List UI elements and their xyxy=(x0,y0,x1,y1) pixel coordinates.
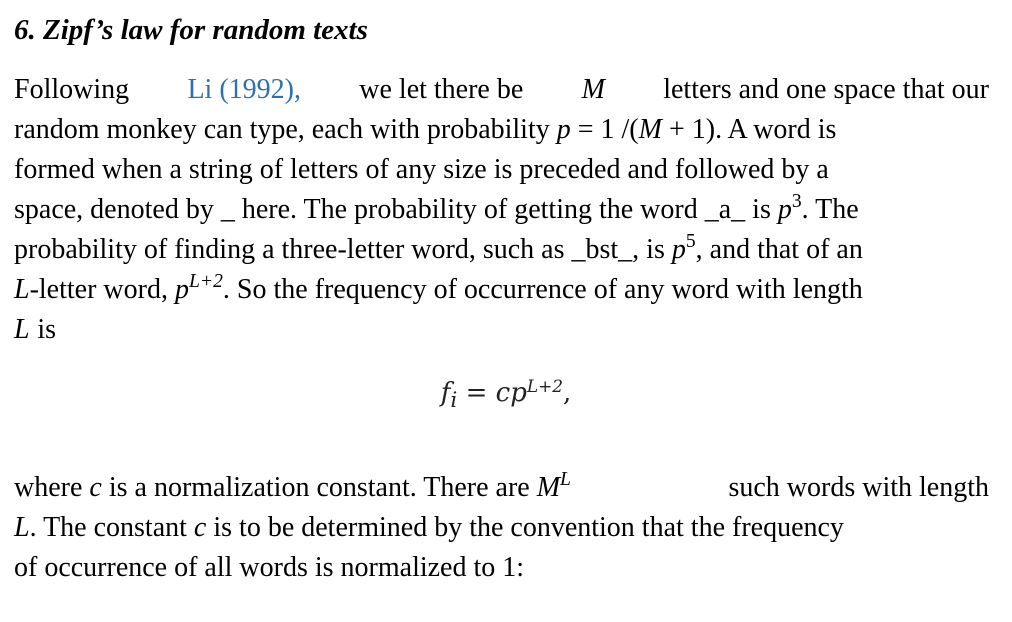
text-line xyxy=(14,310,989,350)
text-segment: where c is a normalization constant. There are $M^L$ xyxy=(14,469,571,503)
text-segment: such words with length xyxy=(728,472,989,503)
text-line xyxy=(14,270,989,310)
text-segment: is xyxy=(37,314,57,345)
section-heading: 6. Zipf’s law for random texts xyxy=(14,14,368,46)
text-segment: L. The constant c is to be determined by the convention that the frequency xyxy=(14,512,844,543)
text-line xyxy=(14,468,989,508)
text-line xyxy=(14,548,989,588)
text-segment: we let there be xyxy=(359,74,524,105)
citation-link[interactable]: Li (1992), xyxy=(187,74,301,105)
text-segment: random monkey can type, each with probability p = 1 /(M + 1). A word is xyxy=(14,114,837,145)
text-segment: formed when a string of letters of any size is preceded and followed by a xyxy=(14,154,829,185)
text-line xyxy=(14,150,989,190)
paragraph-2 xyxy=(14,468,989,588)
text-line xyxy=(14,190,989,230)
text-segment: of occurrence of all words is normalized to 1: xyxy=(14,552,525,583)
text-segment: Following xyxy=(14,74,130,105)
equation: $f_i = cp^{L+2}$, xyxy=(440,375,572,414)
math-variable: L xyxy=(14,314,30,345)
text-line xyxy=(14,508,989,548)
text-segment: probability of finding a three-letter word, such as _bst_, is $p^5$, and that of an xyxy=(14,231,863,265)
paragraph-1 xyxy=(14,70,989,350)
text-segment: L-letter word, $p^{L+2}$. So the frequency of occurrence of any word with length xyxy=(14,271,863,305)
text-line xyxy=(14,230,989,270)
text-line xyxy=(14,110,989,150)
text-segment: letters and one space that our xyxy=(663,74,989,105)
math-variable: M xyxy=(581,74,605,105)
text-line xyxy=(14,70,989,110)
text-segment: space, denoted by _ here. The probability of getting the word _a_ is $p^3$. The xyxy=(14,191,859,225)
